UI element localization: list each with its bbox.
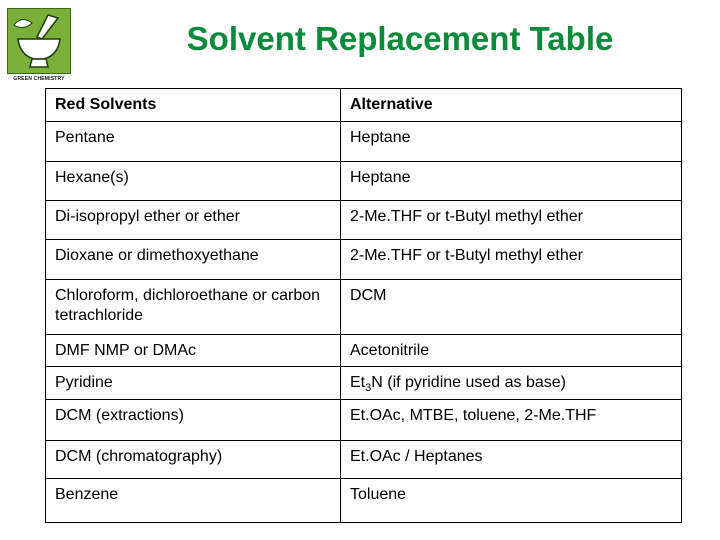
red-solvent-cell: Pentane <box>46 122 341 162</box>
solvent-table <box>45 88 682 523</box>
table-row <box>46 201 682 240</box>
alternative-cell: Et.OAc / Heptanes <box>341 441 682 479</box>
logo-caption: GREEN CHEMISTRY <box>13 76 65 82</box>
table-row <box>46 122 682 162</box>
red-solvent-cell: DCM (chromatography) <box>46 441 341 479</box>
red-solvent-cell: DCM (extractions) <box>46 400 341 441</box>
red-solvent-cell: Pyridine <box>46 367 341 400</box>
formula-prefix: Et <box>350 374 366 391</box>
page-title: Solvent Replacement Table <box>186 20 614 57</box>
logo-badge <box>7 8 71 74</box>
table-row <box>46 479 682 523</box>
alternative-cell: Acetonitrile <box>341 335 682 367</box>
red-solvent-cell: DMF NMP or DMAc <box>46 335 341 367</box>
mortar-and-pestle-icon <box>8 9 70 73</box>
alternative-cell <box>341 367 682 400</box>
table-row <box>46 240 682 280</box>
table-header-row <box>46 89 682 122</box>
alternative-cell: 2-Me.THF or t-Butyl methyl ether <box>341 201 682 240</box>
alternative-cell: Et.OAc, MTBE, toluene, 2-Me.THF <box>341 400 682 441</box>
table-row <box>46 280 682 335</box>
formula-suffix: N (if pyridine used as base) <box>371 374 567 391</box>
alternative-cell: 2-Me.THF or t-Butyl methyl ether <box>341 240 682 280</box>
red-solvent-cell: Dioxane or dimethoxyethane <box>46 240 341 280</box>
red-solvent-cell: Hexane(s) <box>46 162 341 201</box>
table-row <box>46 400 682 441</box>
table-row <box>46 367 682 400</box>
green-chemistry-logo <box>7 8 71 83</box>
alternative-cell: Heptane <box>341 162 682 201</box>
table-row <box>46 335 682 367</box>
red-solvent-cell: Di-isopropyl ether or ether <box>46 201 341 240</box>
header-red-solvents: Red Solvents <box>46 89 341 122</box>
alternative-cell: DCM <box>341 280 682 335</box>
formula-subscript: 3 <box>365 382 372 395</box>
table-row <box>46 162 682 201</box>
table-row <box>46 441 682 479</box>
red-solvent-cell: Chloroform, dichloroethane or carbon tetrachloride <box>46 280 341 335</box>
alternative-cell: Heptane <box>341 122 682 162</box>
red-solvent-cell: Benzene <box>46 479 341 523</box>
header-alternative: Alternative <box>341 89 682 122</box>
alternative-cell: Toluene <box>341 479 682 523</box>
